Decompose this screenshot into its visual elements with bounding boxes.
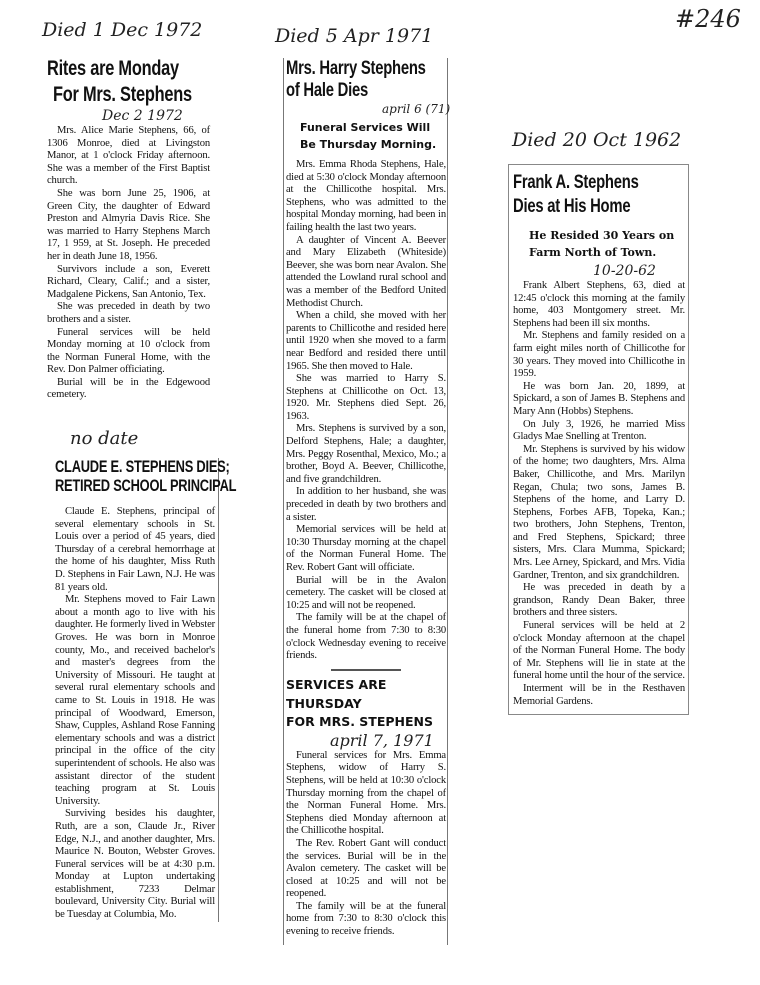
column-left (42, 18, 237, 922)
article-paragraph: The family will be at the chapel of the funeral home from 7:30 to 8:30 o'clock Wednesday evening to receive friends. (286, 612, 446, 662)
article-paragraph: Interment will be in the Resthaven Memorial Gardens. (513, 683, 685, 707)
article-body (47, 125, 210, 402)
clipping-frank-stephens (508, 164, 689, 715)
headline-line-1: CLAUDE E. STEPHENS DIES; (55, 458, 230, 477)
handwritten-page-number: #246 (675, 5, 741, 33)
headline-line-1: Rites are Monday (47, 57, 179, 80)
clipping-borders (283, 58, 451, 945)
headline-line-2: FOR MRS. STEPHENS (286, 713, 434, 729)
article-body (286, 750, 446, 939)
headline-line-2: RETIRED SCHOOL PRINCIPAL (55, 477, 237, 496)
article-paragraph: Burial will be in the Edgewood cemetery. (47, 376, 210, 401)
article-paragraph: Memorial services will be held at 10:30 Thursday morning at the chapel of the Norman Funeral Home. The Rev. Robert Gant will officiate. (286, 524, 446, 573)
article-paragraph: Mr. Stephens and family resided on a farm eight miles north of Chillicothe for 30 years. They moved into Chillicothe in 1959. (513, 330, 685, 380)
handwritten-date: Dec 2 1972 (102, 108, 183, 124)
article-paragraph: He was born Jan. 20, 1899, at Spickard, a son of James B. Stephens and Mary Ann (Hobbs) Stephens. (513, 380, 685, 417)
article-paragraph: She was preceded in death by two brothers and a sister. (47, 301, 210, 325)
article-paragraph: On July 3, 1926, he married Miss Gladys Mae Snelling at Trenton. (513, 418, 685, 443)
headline-line-2: For Mrs. Stephens (53, 83, 192, 106)
handwritten-no-date: no date (70, 428, 139, 450)
clipping-claude-stephens (42, 458, 237, 922)
article-body (55, 506, 215, 922)
clipping-emma-stephens (286, 58, 451, 663)
handwritten-death-date: Died 20 Oct 1962 (512, 129, 682, 151)
handwritten-date: april 6 (71) (382, 102, 451, 116)
article-paragraph: She was married to Harry S. Stephens at Chillicothe on Oct. 13, 1920. Mr. Stephens died Sept. 26, 1963. (286, 373, 446, 422)
headline-line-1: SERVICES ARE THURSDAY (286, 676, 387, 711)
subheadline-line-1: Funeral Services Will (300, 121, 431, 134)
subheadline-line-2: Be Thursday Morning. (300, 138, 437, 151)
article-paragraph: Survivors include a son, Everett Richard, Cleary, Calif.; and a sister, Madgalene Pickens, San Antonio, Tex. (47, 263, 210, 300)
headline-line-1: Mrs. Harry Stephens (286, 58, 426, 79)
article-paragraph: The family will be at the funeral home from 7:30 to 8:30 o'clock this evening to receive friends. (286, 900, 446, 938)
article-paragraph: Surviving besides his daughter, Ruth, are a son, Claude Jr., River Edge, N.J., and another daughter, Mrs. Maurice N. Bouton, Webster Groves. Funeral services will be at 4:30 p.m. Monday at Lupton undertaking establishment, 7233 Delmar boulevard, University City. Burial will be Tuesday at Columbia, Mo. (55, 808, 215, 921)
headline-line-2: Dies at His Home (513, 196, 631, 217)
subheadline (529, 227, 685, 261)
handwritten-date: april 7, 1971 (330, 730, 434, 750)
clipping-alice-stephens (42, 56, 210, 402)
headline-line-1: Frank A. Stephens (513, 172, 639, 193)
article-paragraph: The Rev. Robert Gant will conduct the services. Burial will be in the Avalon cemetery. The casket will be closed at 10:25 and will not be reopened. (286, 837, 446, 900)
article-paragraph: Mrs. Alice Marie Stephens, 66, of 1306 Monroe, died at Livingston Manor, at 1 o'clock Friday afternoon. She was a member of the First Baptist church. (47, 125, 210, 187)
article-paragraph: A daughter of Vincent A. Beever and Mary Elizabeth (Whiteside) Beever, she was born near Avalon. She attended the Lowland rural school and was a member of the Bedford United Methodist Church. (286, 234, 446, 309)
article-paragraph: She was born June 25, 1906, at Green City, the daughter of Edward Preston and Almyria Davis Rice. She was married to Harry Stephens March 17, 1 959, at St. Joseph. He preceded her in death June 18, 1956. (47, 187, 210, 262)
article-paragraph: Funeral services will be held at 2 o'clock Monday afternoon at the chapel of the Norman Funeral Home. The body of Mr. Stephens will lie in state at the funeral home until the hour of the service. (513, 620, 685, 682)
article-body (286, 159, 446, 663)
article-paragraph: Claude E. Stephens, principal of several elementary schools in St. Louis over a period of 45 years, died Thursday of a cerebral hemorrhage at the home of his daughter, Miss Ruth D. Stephens in Fair Lawn, N.J. He was 81 years old. (55, 506, 215, 593)
article-paragraph: Mrs. Stephens is survived by a son, Delford Stephens, Hale; a daughter, Mrs. Peggy Rosenthal, Mexico, Mo.; a brother, Boyd A. Beever, Chillicothe, and five grandchildren. (286, 423, 446, 485)
column-right (512, 128, 692, 715)
article-paragraph: He was preceded in death by a grandson, Randy Dean Baker, three brothers and three sisters. (513, 582, 685, 619)
subheadline (300, 119, 446, 153)
article-body (513, 280, 685, 708)
divider (331, 669, 401, 671)
article-paragraph: Frank Albert Stephens, 63, died at 12:45 o'clock this morning at the family home, 403 Montgomery street. Mr. Stephens had been ill six months. (513, 280, 685, 329)
article-paragraph: Mr. Stephens is survived by his widow of the home; two daughters, Mrs. Alma Baker, Chillicothe, and Mrs. Marilyn Regan, Chula; two sons, James B. Stephens of the home, and Larry D. Stephens, Forbes AFB, Topeka, Kan.; two brothers, John Stephens, Trenton, and Fred Stephens, Spickard; three sisters, Mrs. Clara Mumma, Spickard; Mrs. Lee Arney, Spickard, and Mrs. Vidia Gardner, Trenton, and six grandchildren. (513, 443, 685, 581)
article-paragraph: In addition to her husband, she was preceded in death by two brothers and a sister. (286, 486, 446, 523)
article-paragraph: Funeral services will be held Monday morning at 10 o'clock from the Norman Funeral Home, with the Rev. Don Palmer officiating. (47, 326, 210, 376)
article-paragraph: Mr. Stephens moved to Fair Lawn about a month ago to live with his daughter. He formerly lived in Webster Groves. He was born in Monroe county, Mo., and received bachelor's and master's degrees from the University of Missouri. He taught at several rural elementary schools and came to St. Louis in 1918. He was principal of Woodward, Emerson, Shaw, Cupples, Ashland Rose Fanning elementary schools and was a district principal in the office of the city superintendent of schools. He also was assistant director of the student teaching program at St. Louis University. (55, 594, 215, 807)
subheadline-line-2: Farm North of Town. (529, 246, 657, 259)
handwritten-death-date: Died 5 Apr 1971 (275, 25, 434, 47)
article-paragraph: Mrs. Emma Rhoda Stephens, Hale, died at 5:30 o'clock Monday afternoon at the Chillicothe hospital. Mrs. Stephens, who was admitted to the hospital Monday morning, had been in failing health the last two years. (286, 159, 446, 233)
clipping-services-thursday (286, 675, 446, 939)
handwritten-date: 10-20-62 (593, 263, 656, 279)
article-paragraph: Funeral services for Mrs. Emma Stephens, widow of Harry S. Stephens, will be held at 10:30 o'clock Thursday morning from the chapel of the Norman Funeral Home. Mrs. Stephens died Monday afternoon at the Chillicothe hospital. (286, 749, 446, 837)
handwritten-death-date: Died 1 Dec 1972 (42, 19, 203, 41)
column-middle (275, 24, 450, 945)
headline-line-2: of Hale Dies (286, 80, 369, 101)
article-paragraph: Burial will be in the Avalon cemetery. The casket will be closed at 10:25 and will not be reopened. (286, 574, 446, 611)
article-paragraph: When a child, she moved with her parents to Chillicothe and resided here until 1920 when she moved to a farm near Bedford and resided there until 1965. She then moved to Hale. (286, 310, 446, 372)
subheadline-line-1: He Resided 30 Years on (529, 229, 675, 242)
